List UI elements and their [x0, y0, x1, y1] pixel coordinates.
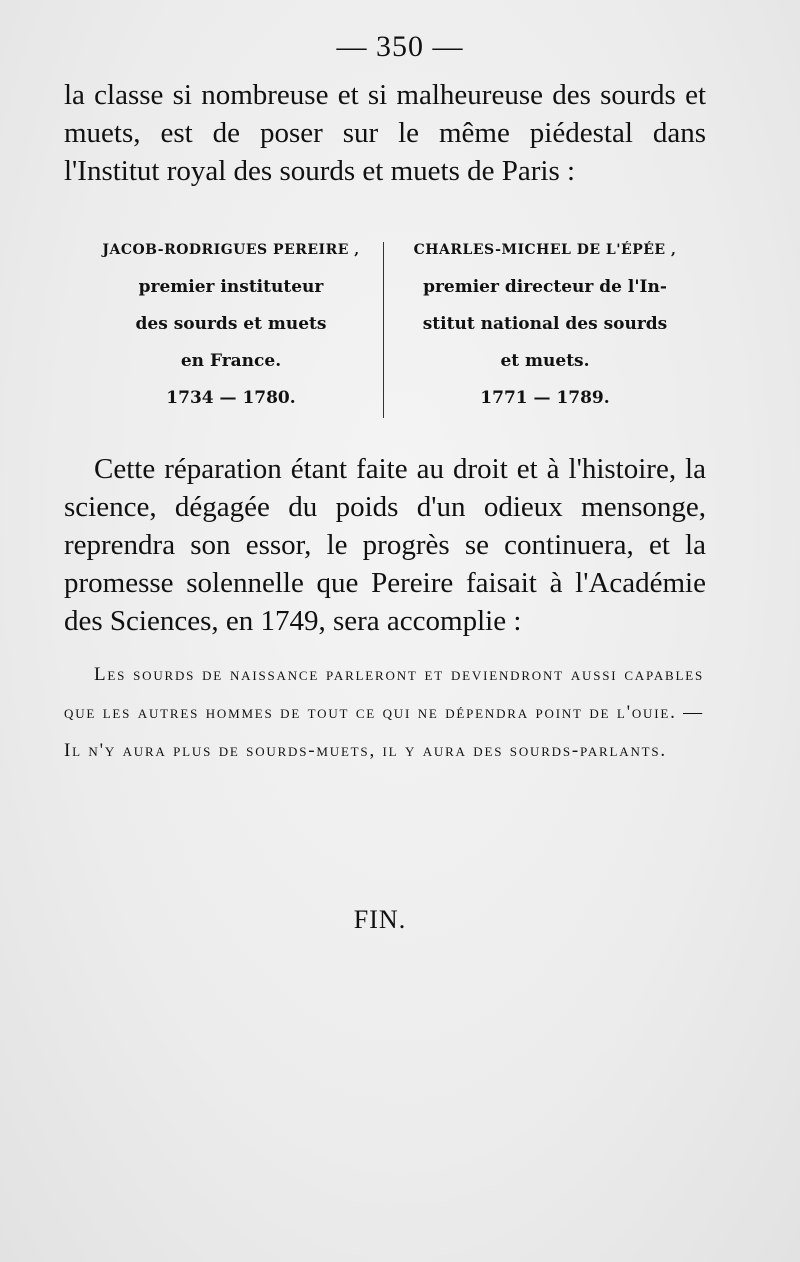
paragraph-reparation: Cette réparation étant faite au droit et à l'histoire, la science, dégagée du poids d'un odieux mensonge, reprendra son essor, le progrès se continuera, et la promesse solennelle que Pereire faisait à l'Académie des Sciences, en 1749, sera accomplie : — [64, 453, 706, 637]
left-column-line-2: des sourds et muets — [135, 314, 327, 334]
right-column-name: CHARLES-MICHEL DE L'ÉPÉE , — [413, 242, 677, 258]
left-column-name: JACOB-RODRIGUES PEREIRE , — [102, 242, 360, 258]
paragraph-intro: la classe si nombreuse et si malheureuse des sourds et muets, est de poser sur le même piédestal dans l'Institut royal des sourds et muets de Paris : — [64, 79, 706, 187]
column-divider — [383, 242, 384, 418]
page-number: — 350 — — [336, 30, 464, 63]
left-column-pereire — [86, 232, 376, 417]
right-column-line-2: stitut national des sourds — [422, 314, 668, 334]
fin-label: FIN. — [353, 905, 407, 934]
left-column-line-1: premier instituteur — [138, 277, 324, 297]
left-column-dates: 1734 — 1780. — [166, 388, 296, 408]
right-column-dates: 1771 — 1789. — [480, 388, 610, 408]
commemoration-columns — [86, 232, 696, 418]
right-column-line-1: premier directeur de l'In- — [423, 277, 667, 297]
quote-promise: Les sourds de naissance parleront et deviendront aussi capables que les autres hommes de tout ce qui ne dépendra point de l'ouie. — Il n'y aura plus de sourds-muets, il y aura des sourds-parlants. — [64, 664, 704, 761]
left-column-line-3: en France. — [180, 351, 282, 371]
right-column-epee — [394, 232, 696, 417]
right-column-line-3: et muets. — [500, 351, 590, 371]
